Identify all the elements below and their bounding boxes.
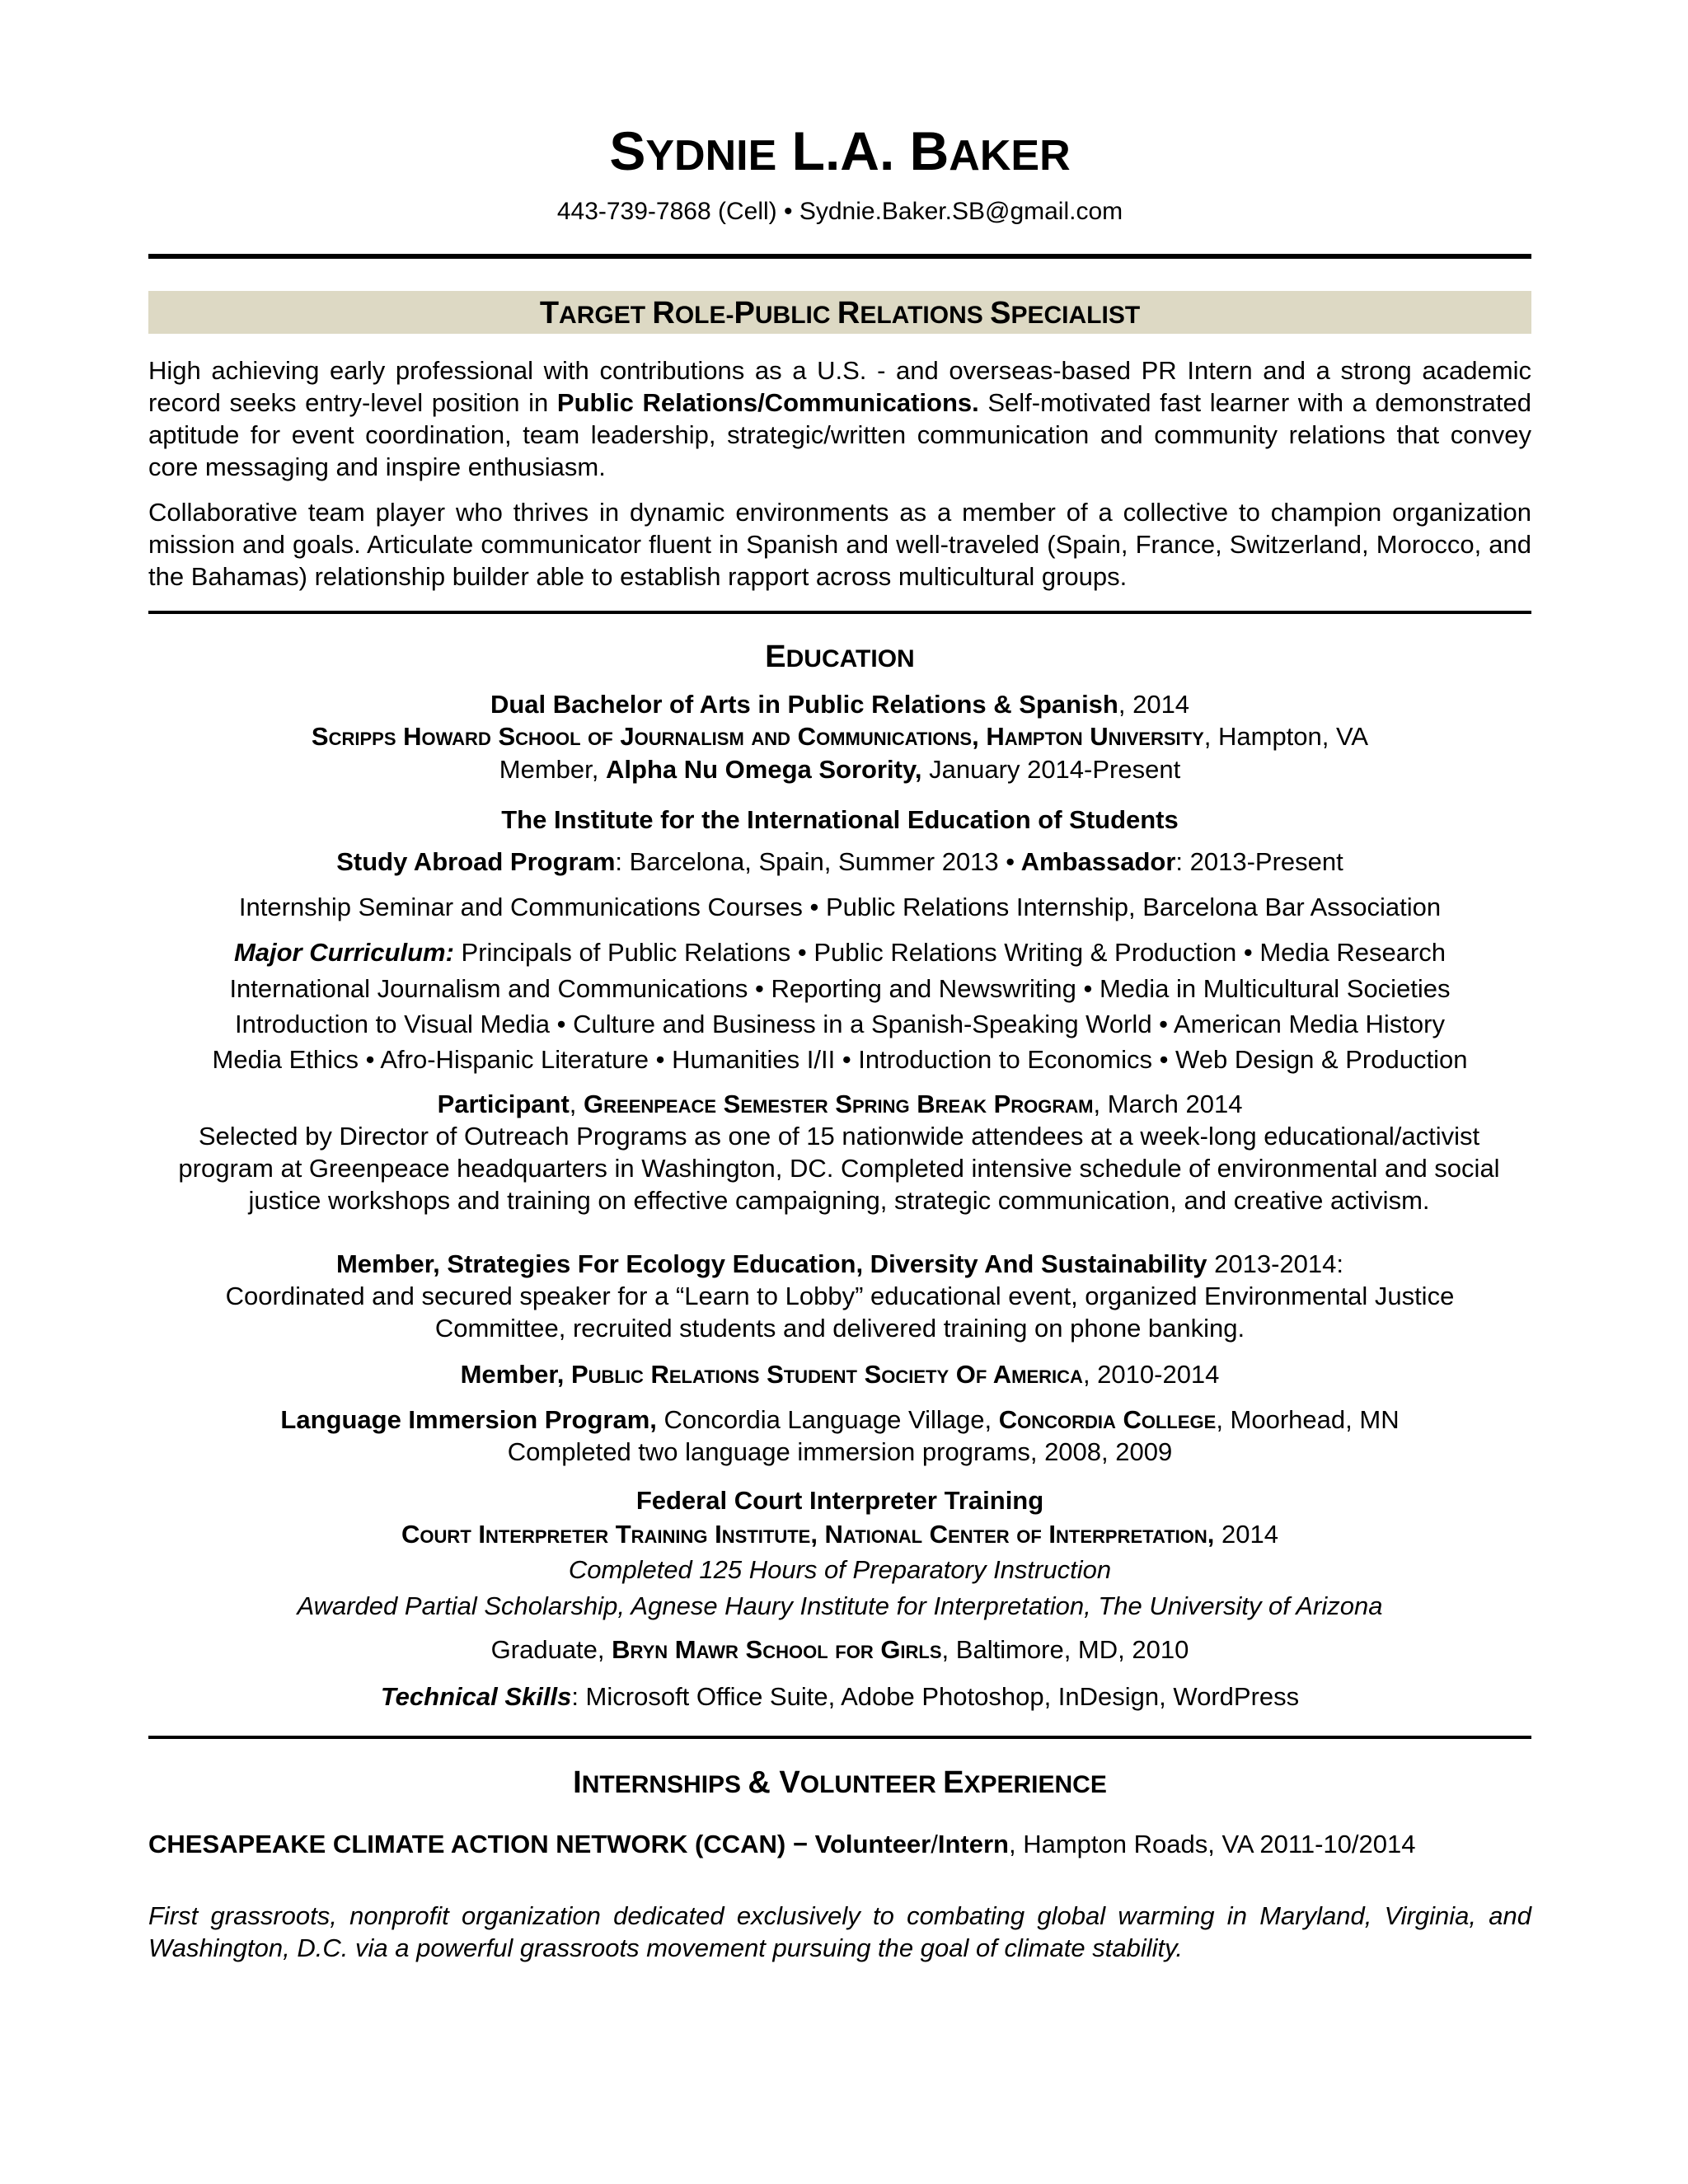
graduate-details: , Baltimore, MD, 2010 bbox=[941, 1635, 1189, 1664]
ambassador-label: Ambassador bbox=[1015, 847, 1176, 876]
curriculum-line-1 bbox=[148, 936, 1531, 968]
court-title: Federal Court Interpreter Training bbox=[635, 1486, 1044, 1515]
exp-heading-v: V bbox=[779, 1765, 800, 1800]
education-heading-cap: E bbox=[765, 640, 786, 674]
seeds-description: Coordinated and secured speaker for a “Learn to Lobby” educational event, organized Environmental Justice Committee, recruited students and delivered training on phone banking. bbox=[225, 1282, 1455, 1343]
summary-p1-text-2: Self-motivated fast learner with a demonstrated aptitude for event coordination, team leadership, strategic/written communication and community relations that convey core messaging and inspire enthusiasm. bbox=[148, 388, 1531, 481]
skills-line bbox=[148, 1680, 1531, 1713]
participant-label: Participant bbox=[437, 1090, 570, 1118]
study-abroad-text: : Barcelona, Spain, Summer 2013 bbox=[615, 847, 1006, 876]
school-name: Scripps Howard School of Journalism and Communications, Hampton University bbox=[311, 722, 1204, 751]
court-hours: Completed 125 Hours of Preparatory Instruction bbox=[568, 1555, 1112, 1584]
name-last-initial: B bbox=[909, 120, 950, 181]
name-middle: L.A. bbox=[776, 120, 910, 181]
greenpeace-date: , March 2014 bbox=[1093, 1090, 1243, 1118]
degree-line bbox=[148, 688, 1531, 720]
sorority-prefix: Member, bbox=[499, 755, 607, 784]
sorority-dates: January 2014-Present bbox=[921, 755, 1181, 784]
resume-name bbox=[148, 120, 1531, 181]
greenpeace-program: Greenpeace Semester Spring Break Program bbox=[584, 1090, 1094, 1118]
bullet-separator: • bbox=[1006, 847, 1015, 876]
curriculum-line-4: Media Ethics • Afro-Hispanic Literature • Humanities I/II • Introduction to Economics • Web Design & Production bbox=[212, 1045, 1468, 1074]
curriculum-label: Major Curriculum: bbox=[233, 938, 454, 967]
language-location: , Moorhead, MN bbox=[1216, 1405, 1400, 1434]
exp-heading-e: E bbox=[943, 1765, 964, 1800]
target-role-heading bbox=[148, 291, 1531, 334]
prssa-line bbox=[148, 1358, 1531, 1390]
summary-paragraph-1 bbox=[148, 354, 1531, 483]
graduate-line bbox=[148, 1633, 1531, 1666]
target-ublic: UBLIC bbox=[754, 302, 837, 329]
ccan-org: CHESAPEAKE CLIMATE ACTION NETWORK (CCAN) − Volunteer bbox=[148, 1830, 931, 1858]
seeds-date: 2013-2014: bbox=[1207, 1249, 1344, 1278]
language-label: Language Immersion Program, bbox=[280, 1405, 657, 1434]
education-heading-rest: DUCATION bbox=[785, 645, 915, 673]
ccan-location-dates: , Hampton Roads, VA 2011-10/2014 bbox=[1009, 1830, 1416, 1858]
curriculum-line-3: Introduction to Visual Media • Culture and Business in a Spanish-Speaking World • American Media History bbox=[235, 1010, 1445, 1038]
summary-paragraph-2: Collaborative team player who thrives in dynamic environments as a member of a collective to champion organization mission and goals. Articulate communicator fluent in Spanish and well-traveled (Spain, France, Switzerland, Morocco, and the Bahamas) relationship builder able to establish rapport across multicultural groups. bbox=[148, 498, 1531, 591]
language-line bbox=[148, 1404, 1531, 1436]
ambassador-text: : 2013-Present bbox=[1175, 847, 1343, 876]
language-college: Concordia College bbox=[998, 1405, 1217, 1434]
ccan-role: Intern bbox=[937, 1830, 1009, 1858]
institute-title: The Institute for the International Education of Students bbox=[501, 805, 1179, 834]
experience-heading bbox=[148, 1765, 1531, 1801]
target-r2: R bbox=[837, 296, 860, 330]
bullet-separator: • bbox=[784, 198, 793, 225]
degree-year: , 2014 bbox=[1118, 690, 1190, 719]
court-award: Awarded Partial Scholarship, Agnese Haury Institute for Interpretation, The University of Arizona bbox=[297, 1591, 1383, 1620]
curriculum-line-2: International Journalism and Communications • Reporting and Newswriting • Media in Multicultural Societies bbox=[229, 974, 1451, 1003]
school-line bbox=[148, 720, 1531, 752]
summary-divider bbox=[148, 611, 1531, 614]
graduate-school: Bryn Mawr School for Girls bbox=[612, 1635, 942, 1664]
prssa-name: Public Relations Student Society Of America bbox=[570, 1360, 1083, 1389]
curriculum-text-1: Principals of Public Relations • Public Relations Writing & Production • Media Research bbox=[453, 938, 1447, 967]
participant-comma: , bbox=[569, 1090, 584, 1118]
exp-heading-xperience: XPERIENCE bbox=[964, 1771, 1107, 1798]
graduate-prefix: Graduate, bbox=[490, 1635, 612, 1664]
sorority-name: Alpha Nu Omega Sorority, bbox=[606, 755, 922, 784]
phone-number: 443-739-7868 (Cell) bbox=[556, 198, 777, 225]
summary-p1-bold: Public Relations/Communications. bbox=[556, 388, 979, 417]
contact-line bbox=[148, 198, 1531, 226]
ccan-slash: / bbox=[931, 1830, 938, 1858]
seeds-title: Member, Strategies For Ecology Education, Diversity And Sustainability bbox=[335, 1249, 1207, 1278]
greenpeace-description: Selected by Director of Outreach Programs as one of 15 nationwide attendees at a week-long educational/activist program at Greenpeace headquarters in Washington, DC. Completed intensive schedule of environmental and social justice workshops and training on effective campaigning, strategic communication, and creative activism. bbox=[178, 1122, 1500, 1215]
study-abroad-label: Study Abroad Program bbox=[336, 847, 616, 876]
sorority-line bbox=[148, 753, 1531, 785]
prssa-date: , 2010-2014 bbox=[1082, 1360, 1220, 1389]
name-last-rest: AKER bbox=[949, 132, 1071, 180]
greenpeace-line bbox=[148, 1088, 1531, 1120]
exp-heading-amp: & bbox=[748, 1765, 780, 1800]
exp-heading-i: I bbox=[573, 1765, 582, 1800]
summary-p1-text: High achieving early professional with contributions as a U.S. - and overseas-based PR Intern and a strong academic record seeks entry-level position in bbox=[148, 356, 1531, 417]
language-text: Concordia Language Village, bbox=[656, 1405, 999, 1434]
exp-heading-nternships: NTERNSHIPS bbox=[581, 1771, 748, 1798]
email-address[interactable]: Sydnie.Baker.SB@gmail.com bbox=[799, 198, 1123, 225]
skills-text: : Microsoft Office Suite, Adobe Photoshop, InDesign, WordPress bbox=[571, 1682, 1300, 1711]
target-s: S bbox=[990, 296, 1011, 330]
ccan-heading bbox=[148, 1828, 1434, 1860]
target-elations: ELATIONS bbox=[860, 302, 991, 329]
target-p: P bbox=[734, 296, 755, 330]
skills-label: Technical Skills bbox=[380, 1682, 572, 1711]
target-ole: OLE- bbox=[674, 302, 734, 329]
seeds-line bbox=[148, 1248, 1531, 1280]
header-divider bbox=[148, 254, 1531, 259]
name-first-rest: YDNIE bbox=[645, 132, 777, 180]
name-initial: S bbox=[609, 120, 646, 181]
exp-heading-olunteer: OLUNTEER bbox=[799, 1771, 944, 1798]
court-institute-line bbox=[148, 1518, 1531, 1550]
education-heading bbox=[148, 640, 1531, 675]
degree-title: Dual Bachelor of Arts in Public Relations & Spanish bbox=[490, 690, 1118, 719]
education-divider bbox=[148, 1736, 1531, 1739]
prssa-label: Member, bbox=[460, 1360, 571, 1389]
court-institute: Court Interpreter Training Institute, National Center of Interpretation, bbox=[401, 1520, 1215, 1549]
court-year: 2014 bbox=[1214, 1520, 1278, 1549]
target-t: T bbox=[539, 296, 560, 330]
school-location: , Hampton, VA bbox=[1203, 722, 1369, 751]
target-arget: ARGET bbox=[559, 302, 653, 329]
language-description: Completed two language immersion programs, 2008, 2009 bbox=[507, 1437, 1173, 1466]
target-pecialist: PECIALIST bbox=[1010, 302, 1141, 329]
study-abroad-line bbox=[148, 846, 1531, 878]
internship-courses-line: Internship Seminar and Communications Courses • Public Relations Internship, Barcelona Bar Association bbox=[238, 893, 1442, 921]
ccan-description: First grassroots, nonprofit organization dedicated exclusively to combating global warming in Maryland, Virginia, and Washington, D.C. via a powerful grassroots movement pursuing the goal of climate stability. bbox=[148, 1901, 1531, 1962]
target-r: R bbox=[652, 296, 675, 330]
